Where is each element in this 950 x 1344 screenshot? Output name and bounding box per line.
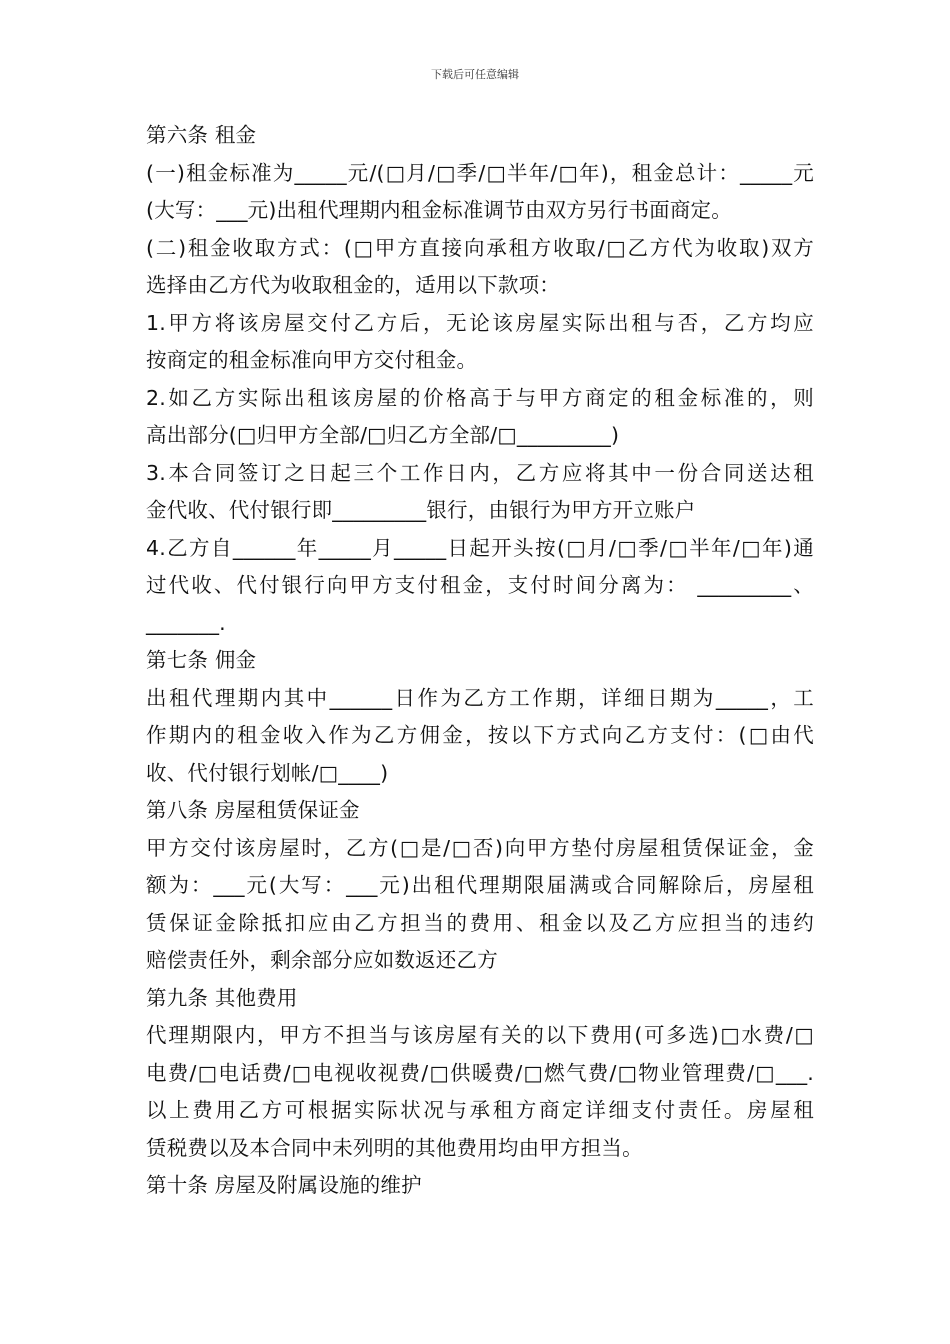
- text-line: (二)租金收取方式：(□甲方直接向承租方收取/□乙方代为收取)双方: [146, 235, 814, 260]
- text-line: 4.乙方自______年_____月_____日起开头按(□月/□季/□半年/□年)通: [146, 535, 814, 560]
- text-line: 赔偿责任外，剩余部分应如数返还乙方: [146, 948, 498, 972]
- article-9-heading: 第九条 其他费用: [146, 985, 298, 1010]
- text-line: (大写：___元)出租代理期内租金标准调节由双方另行书面商定。: [146, 198, 732, 222]
- text-line: 以上费用乙方可根据实际状况与承租方商定详细支付责任。房屋租: [146, 1098, 814, 1122]
- text-line: 按商定的租金标准向甲方交付租金。: [146, 348, 478, 372]
- text-line: 作期内的租金收入作为乙方佣金，按以下方式向乙方支付：(□由代: [146, 723, 814, 747]
- article-8-heading: 第八条 房屋租赁保证金: [146, 798, 360, 822]
- page-header-note: 下载后可任意编辑: [431, 68, 519, 81]
- text-line: 代理期限内，甲方不担当与该房屋有关的以下费用(可多选)□水费/□: [146, 1023, 814, 1047]
- text-line: 过代收、代付银行向甲方支付租金，支付时间分离为： _________、: [146, 573, 814, 597]
- text-line: 出租代理期内其中______日作为乙方工作期，详细日期为_____，工: [146, 685, 814, 710]
- text-line: 收、代付银行划帐/□____): [146, 760, 389, 785]
- text-line: 甲方交付该房屋时，乙方(□是/□否)向甲方垫付房屋租赁保证金，金: [146, 835, 814, 860]
- contract-body: [146, 117, 814, 1205]
- text-line: 赁税费以及本合同中未列明的其他费用均由甲方担当。: [146, 1135, 643, 1160]
- text-line: 选择由乙方代为收取租金的，适用以下款项：: [146, 273, 560, 297]
- text-line: (一)租金标准为_____元/(□月/□季/□半年/□年)，租金总计：_____元: [146, 160, 814, 185]
- text-line: _______.: [146, 610, 226, 635]
- text-line: 赁保证金除抵扣应由乙方担当的费用、租金以及乙方应担当的违约: [146, 910, 814, 935]
- text-line: 金代收、代付银行即_________银行，由银行为甲方开立账户: [146, 498, 696, 522]
- text-line: 1.甲方将该房屋交付乙方后，无论该房屋实际出租与否，乙方均应: [146, 310, 814, 335]
- text-line: 高出部分(□归甲方全部/□归乙方全部/□_________): [146, 423, 620, 447]
- text-line: 电费/□电话费/□电视收视费/□供暖费/□燃气费/□物业管理费/□___.: [146, 1060, 814, 1085]
- article-7-heading: 第七条 佣金: [146, 648, 257, 672]
- text-line: 额为：___元(大写：___元)出租代理期限届满或合同解除后，房屋租: [146, 873, 814, 897]
- text-line: 2.如乙方实际出租该房屋的价格高于与甲方商定的租金标准的，则: [146, 385, 814, 410]
- text-line: 3.本合同签订之日起三个工作日内，乙方应将其中一份合同送达租: [146, 460, 814, 485]
- article-6-heading: 第六条 租金: [146, 123, 257, 147]
- article-10-heading: 第十条 房屋及附属设施的维护: [146, 1173, 422, 1197]
